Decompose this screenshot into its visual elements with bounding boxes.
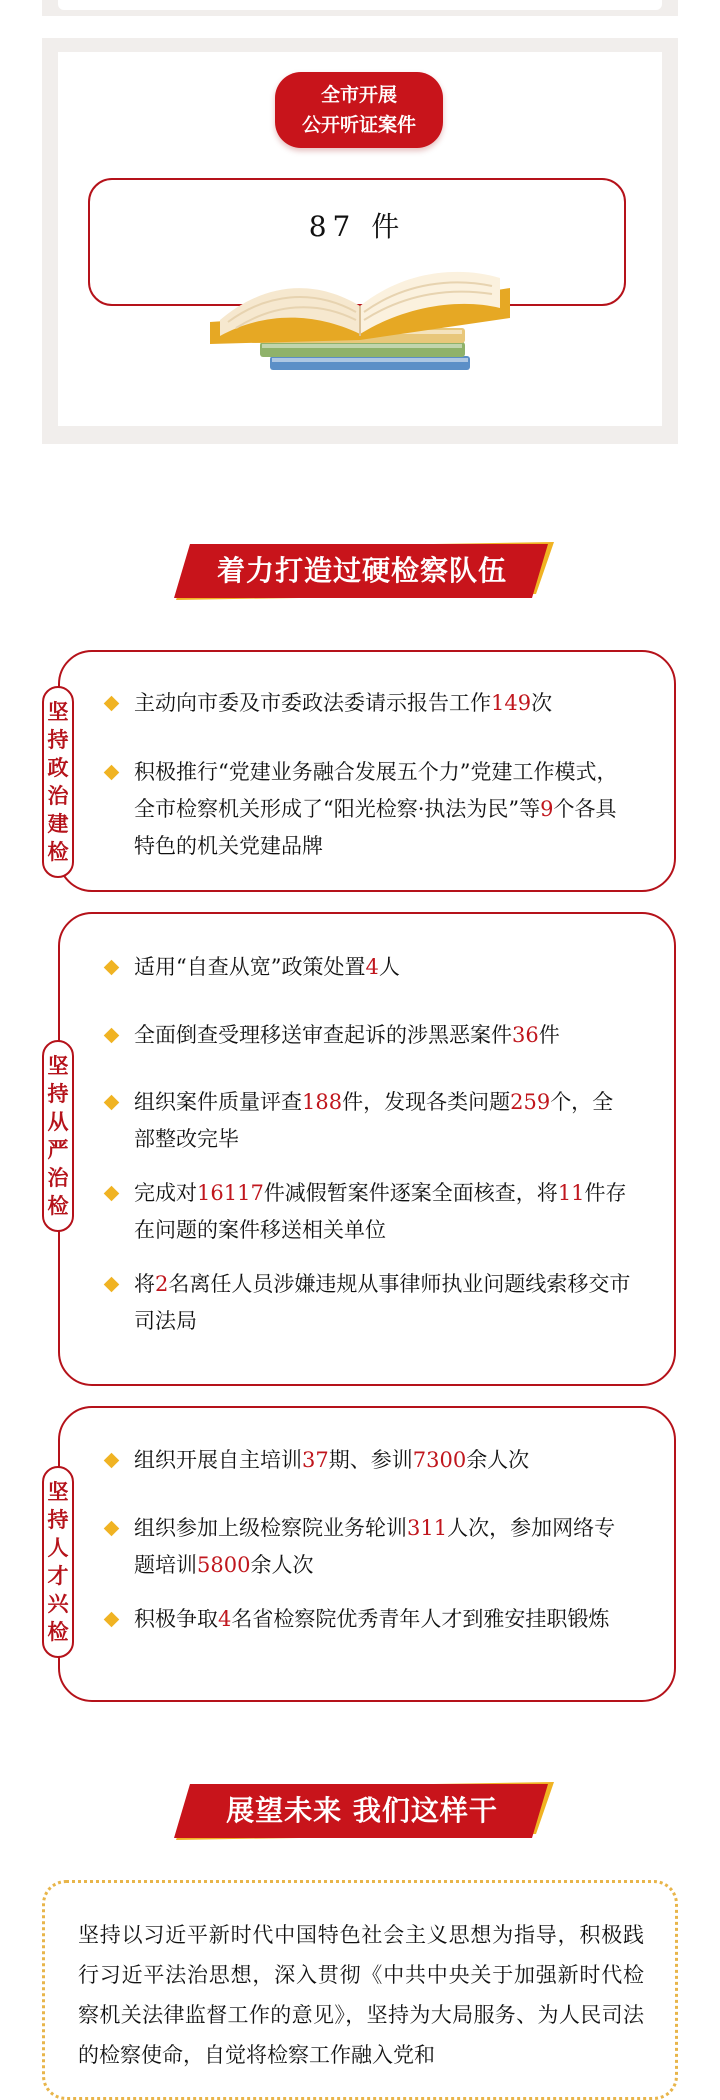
- list-item: 主动向市委及市委政法委请示报告工作149次: [134, 691, 553, 715]
- hearing-title-line1: 全市开展: [320, 84, 397, 106]
- discipline-card-label: 坚持从严治检: [42, 1040, 74, 1232]
- list-item: 全面倒查受理移送审查起诉的涉黑恶案件36件: [134, 1023, 560, 1047]
- team-section-banner: [170, 540, 554, 608]
- previous-panel-inner: [58, 0, 662, 10]
- list-item: 适用“自查从宽”政策处置4人: [134, 955, 400, 979]
- list-item: 组织案件质量评查188件，发现各类问题259个，全部整改完毕: [134, 1090, 614, 1151]
- list-item: 将2名离任人员涉嫌违规从事律师执业问题线索移交市司法局: [134, 1272, 631, 1333]
- hearing-title-pill: [275, 72, 443, 148]
- list-item: 完成对16117件减假暂案件逐案全面核查，将11件存在问题的案件移送相关单位: [134, 1181, 627, 1242]
- hearing-count: 87 件: [308, 210, 406, 243]
- political-card-label: 坚持政治建检: [42, 686, 74, 878]
- future-paragraph: 坚持以习近平新时代中国特色社会主义思想为指导，积极践行习近平法治思想，深入贯彻《中共中央关于加强新时代检察机关法律监督工作的意见》，坚持为大局服务、为人民司法的检察使命，自觉将检察工作融入党和: [78, 1923, 644, 2067]
- list-item: 积极推行“党建业务融合发展五个力”党建工作模式，全市检察机关形成了“阳光检察·执法为民”等9个各具特色的机关党建品牌: [134, 760, 618, 858]
- future-section-banner: [170, 1780, 554, 1848]
- future-section-title: 展望未来 我们这样干: [226, 1794, 498, 1827]
- hearing-title-line2: 公开听证案件: [301, 114, 416, 136]
- talent-card-label: 坚持人才兴检: [42, 1466, 74, 1658]
- team-section-title: 着力打造过硬检察队伍: [216, 554, 507, 587]
- list-item: 积极争取4名省检察院优秀青年人才到雅安挂职锻炼: [134, 1607, 610, 1631]
- list-item: 组织参加上级检察院业务轮训311人次，参加网络专题培训5800余人次: [134, 1516, 616, 1577]
- list-item: 组织开展自主培训37期、参训7300余人次: [134, 1448, 530, 1472]
- open-book-icon: [200, 248, 530, 388]
